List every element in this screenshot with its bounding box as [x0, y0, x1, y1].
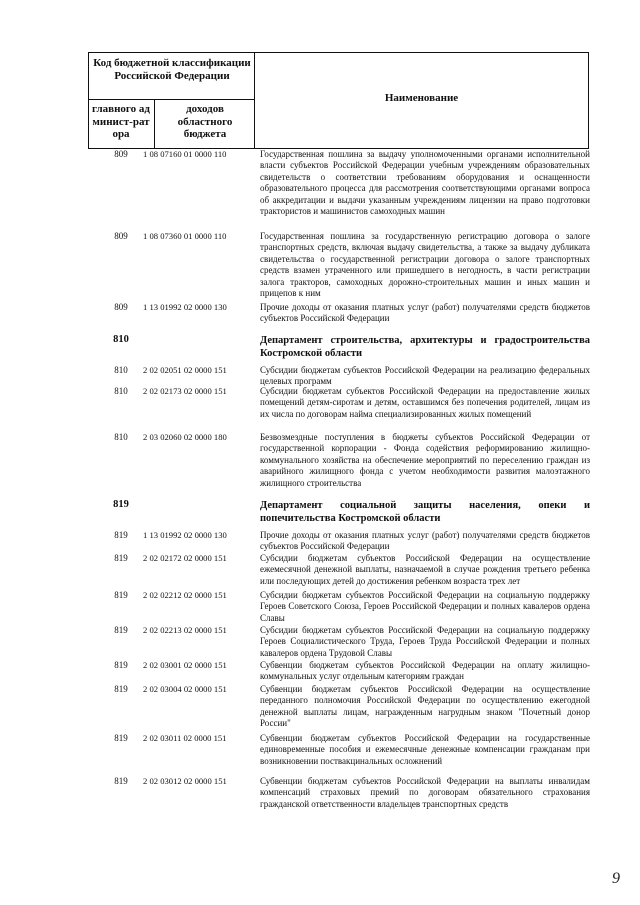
item-name: Субсидии бюджетам субъектов Российской Федерации на социальную поддержку Героев Советского Союза, Героев Российской Федерации и полных кавалеров ордена Славы [260, 590, 590, 623]
item-name: Прочие доходы от оказания платных услуг (работ) получателями средств бюджетов субъектов Российской Федерации [260, 302, 590, 324]
department-name: Департамент социальной защиты населения, опеки и попечительства Костромской области [260, 500, 590, 524]
admin-code: 819 [114, 660, 128, 670]
item-name: Субвенции бюджетам субъектов Российской Федерации на выплаты инвалидам компенсаций страховых премий по договорам обязательного страхования гражданской ответственности владельцев транспортных средств [260, 776, 590, 809]
income-code: 2 02 03004 02 0000 151 [143, 684, 227, 694]
income-code: 2 02 02212 02 0000 151 [143, 590, 227, 600]
item-name: Прочие доходы от оказания платных услуг (работ) получателями средств бюджетов субъектов Российской Федерации [260, 530, 590, 552]
item-name: Субвенции бюджетам субъектов Российской Федерации на осуществление переданного полномочия Российской Федерации по осуществлению ежегодной денежной выплаты лицам, награжденным нагрудным знаком "Почетный донор России" [260, 684, 590, 729]
item-name: Государственная пошлина за государственную регистрацию договора о залоге транспортных средств, включая выдачу свидетельства, а также за выдачу дубликата свидетельства о государственной регистрации договора о залоге транспортных средств взамен утраченного или пришедшего в негодность, в части регистрации залога тракторов, самоходных дорожно-строительных машин и иных машин и прицепов к ним [260, 231, 590, 299]
item-name: Субсидии бюджетам субъектов Российской Федерации на социальную поддержку Героев Социалистического Труда, Героев Труда Российской Федерации и полных кавалеров ордена Трудовой Славы [260, 625, 590, 658]
income-code: 2 02 03011 02 0000 151 [143, 733, 227, 743]
item-name: Субсидии бюджетам субъектов Российской Федерации на реализацию федеральных целевых программ [260, 365, 590, 387]
header-col-admin: главного админист-ратора [92, 103, 150, 140]
header-col-income: доходов областного бюджета [177, 103, 233, 140]
admin-code: 809 [114, 231, 128, 241]
item-name: Субвенции бюджетам субъектов Российской Федерации на оплату жилищно-коммунальных услуг отдельным категориям граждан [260, 660, 590, 682]
income-code: 2 02 02051 02 0000 151 [143, 365, 227, 375]
income-code: 2 02 03012 02 0000 151 [143, 776, 227, 786]
income-code: 1 08 07160 01 0000 110 [143, 149, 227, 159]
admin-code: 819 [114, 590, 128, 600]
admin-code: 819 [114, 530, 128, 540]
admin-code: 819 [114, 776, 128, 786]
header-col-name: Наименование [384, 92, 459, 104]
admin-code: 810 [114, 432, 128, 442]
admin-code: 819 [114, 625, 128, 635]
item-name: Государственная пошлина за выдачу уполномоченными органами исполнительной власти субъектов Российской Федерации учебным учреждениям образовательных свидетельств о соответствии требованиям оборудования и оснащенности образовательного процесса для рассмотрения соответствующими органами вопроса об аккредитации и выдачи указанным учреждениям лицензии на право подготовки трактористов и машинистов самоходных машин [260, 149, 590, 217]
admin-code: 809 [114, 149, 128, 159]
income-code: 2 02 02173 02 0000 151 [143, 386, 227, 396]
income-code: 1 13 01992 02 0000 130 [143, 530, 227, 540]
department-name: Департамент строительства, архитектуры и градостроительства Костромской области [260, 335, 590, 359]
item-name: Субсидии бюджетам субъектов Российской Федерации на осуществление ежемесячной денежной выплаты, назначаемой в случае рождения третьего ребенка или последующих детей до достижения ребенком возраста трех лет [260, 553, 590, 586]
table-header [88, 52, 589, 149]
income-code: 2 02 02213 02 0000 151 [143, 625, 227, 635]
page-number: 9 [612, 870, 620, 887]
admin-code: 819 [114, 553, 128, 563]
admin-code: 810 [114, 365, 128, 375]
admin-code: 810 [113, 334, 129, 345]
item-name: Субвенции бюджетам субъектов Российской Федерации на государственные единовременные пособия и ежемесячные денежные компенсации гражданам при возникновении поствакцинальных осложнений [260, 733, 590, 766]
header-group-title: Код бюджетной классификации Российской Федерации [93, 57, 251, 82]
income-code: 1 13 01992 02 0000 130 [143, 302, 227, 312]
admin-code: 810 [114, 386, 128, 396]
income-code: 1 08 07360 01 0000 110 [143, 231, 227, 241]
admin-code: 819 [113, 499, 129, 510]
admin-code: 819 [114, 733, 128, 743]
income-code: 2 02 03001 02 0000 151 [143, 660, 227, 670]
item-name: Безвозмездные поступления в бюджеты субъектов Российской Федерации от государственной корпорации - Фонда содействия реформированию жилищно-коммунального хозяйства на обеспечение мероприятий по переселению граждан из аварийного жилищного фонда с учетом необходимости развития малоэтажного жилищного строительства [260, 432, 590, 488]
admin-code: 809 [114, 302, 128, 312]
admin-code: 819 [114, 684, 128, 694]
income-code: 2 03 02060 02 0000 180 [143, 432, 227, 442]
income-code: 2 02 02172 02 0000 151 [143, 553, 227, 563]
item-name: Субсидии бюджетам субъектов Российской Федерации на предоставление жилых помещений детям-сиротам и детям, оставшимся без попечения родителей, лицам из их числа по договорам найма специализированных жилых помещений [260, 386, 590, 419]
